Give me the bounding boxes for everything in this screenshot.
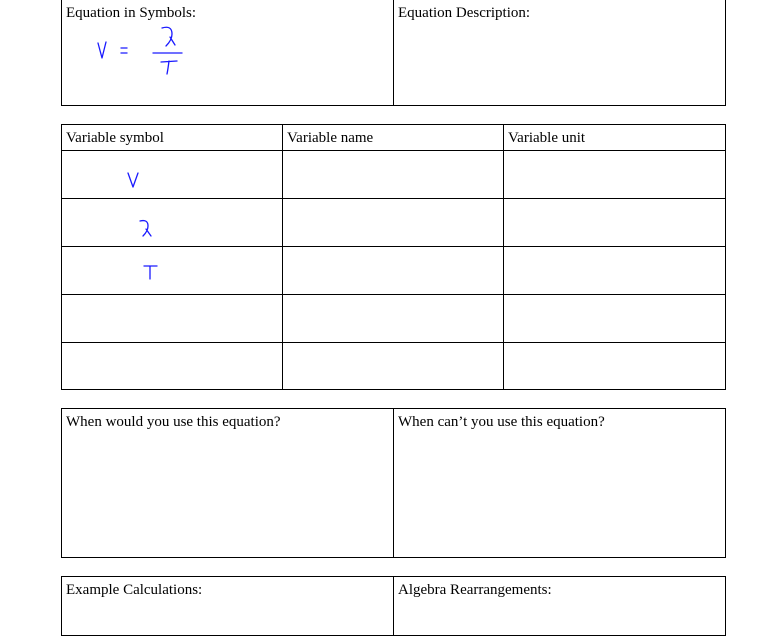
header-variable-unit: Variable unit: [508, 130, 586, 146]
example-calculations-label: Example Calculations:: [66, 582, 203, 598]
handwritten-symbol-lambda: [136, 218, 156, 240]
header-variable-symbol: Variable symbol: [66, 130, 164, 146]
table-row-divider-header: [62, 150, 725, 151]
table-row-divider-1: [62, 198, 725, 199]
ink-lambda: [162, 27, 175, 46]
table-row-divider-4: [62, 342, 725, 343]
handwritten-symbol-v: [124, 170, 144, 192]
equation-description-label: Equation Description:: [398, 5, 531, 21]
table-col-divider-1: [282, 125, 283, 389]
table-row-divider-3: [62, 294, 725, 295]
usage-divider: [393, 409, 394, 557]
when-use-label: When would you use this equation?: [66, 414, 281, 430]
header-variable-name: Variable name: [287, 130, 374, 146]
variables-table: [61, 124, 726, 390]
handwritten-equation: [92, 22, 192, 82]
row-3-symbol: [62, 125, 63, 126]
equation-box: [61, 0, 726, 106]
equation-divider: [393, 0, 394, 105]
table-row-divider-2: [62, 246, 725, 247]
when-cant-use-label: When can’t you use this equation?: [398, 414, 605, 430]
bottom-box: [61, 576, 726, 636]
table-col-divider-2: [503, 125, 504, 389]
bottom-divider: [393, 577, 394, 635]
equation-symbols-label: Equation in Symbols:: [66, 5, 197, 21]
ink-v: [98, 42, 106, 58]
handwritten-symbol-T: [140, 263, 162, 285]
row-1-symbol: [62, 125, 63, 126]
row-2-symbol: [62, 125, 63, 126]
algebra-rearrangements-label: Algebra Rearrangements:: [398, 582, 552, 598]
usage-box: [61, 408, 726, 558]
ink-T: [161, 61, 177, 74]
